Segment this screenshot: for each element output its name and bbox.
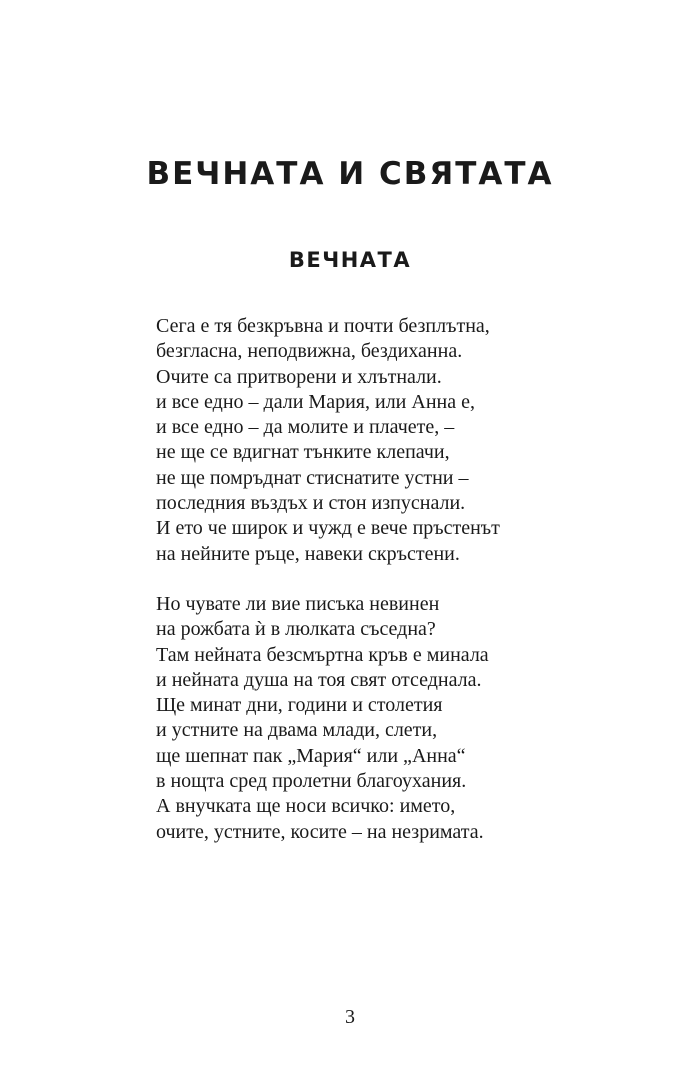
stanza-2 (156, 592, 616, 845)
poem-line: на рожбата ѝ в люлката съседна? (156, 618, 436, 641)
poem-line: Сега е тя безкръвна и почти безплътна, (156, 315, 490, 337)
page-number: 3 (345, 1006, 355, 1028)
poem-line: и нейната душа на тоя свят отседнала. (156, 668, 482, 691)
poem-line: Там нейната безсмъртна кръв е минала (156, 643, 489, 666)
poem-line: И ето че широк и чужд е вече пръстенът (156, 517, 500, 540)
poem-line: не ще се вдигнат тънките клепачи, (156, 441, 450, 464)
poem-line: А внучката ще носи всичко: името, (156, 795, 456, 818)
poem-line: ще шепнат пак „Мария“ или „Анна“ (156, 744, 466, 767)
poem-title: ВЕЧНАТА (288, 248, 412, 272)
poem-line: последния въздъх и стон изпуснали. (156, 492, 466, 515)
stanza-1 (156, 314, 616, 567)
poem-line: Ще минат дни, години и столетия (156, 694, 443, 717)
poem-line: в нощта сред пролетни благоухания. (156, 770, 467, 793)
poem-line: не ще помръднат стиснатите устни – (156, 466, 469, 489)
poem-line: безгласна, неподвижна, бездиханна. (156, 340, 463, 363)
poem-line: на нейните ръце, навеки скръстени. (156, 542, 460, 565)
poem-line: и устните на двама млади, слети, (156, 719, 438, 742)
chapter-title: ВЕЧНАТА И СВЯТАТА (146, 156, 554, 192)
poem-line: и все едно – дали Мария, или Анна е, (156, 390, 475, 413)
poem-line: Но чувате ли вие писъка невинен (156, 592, 440, 615)
poem-body (156, 314, 616, 870)
poem-line: Очите са притворени и хлътнали. (156, 365, 442, 388)
poem-line: очите, устните, косите – на незримата. (156, 820, 484, 843)
poem-line: и все едно – да молите и плачете, – (156, 416, 455, 439)
